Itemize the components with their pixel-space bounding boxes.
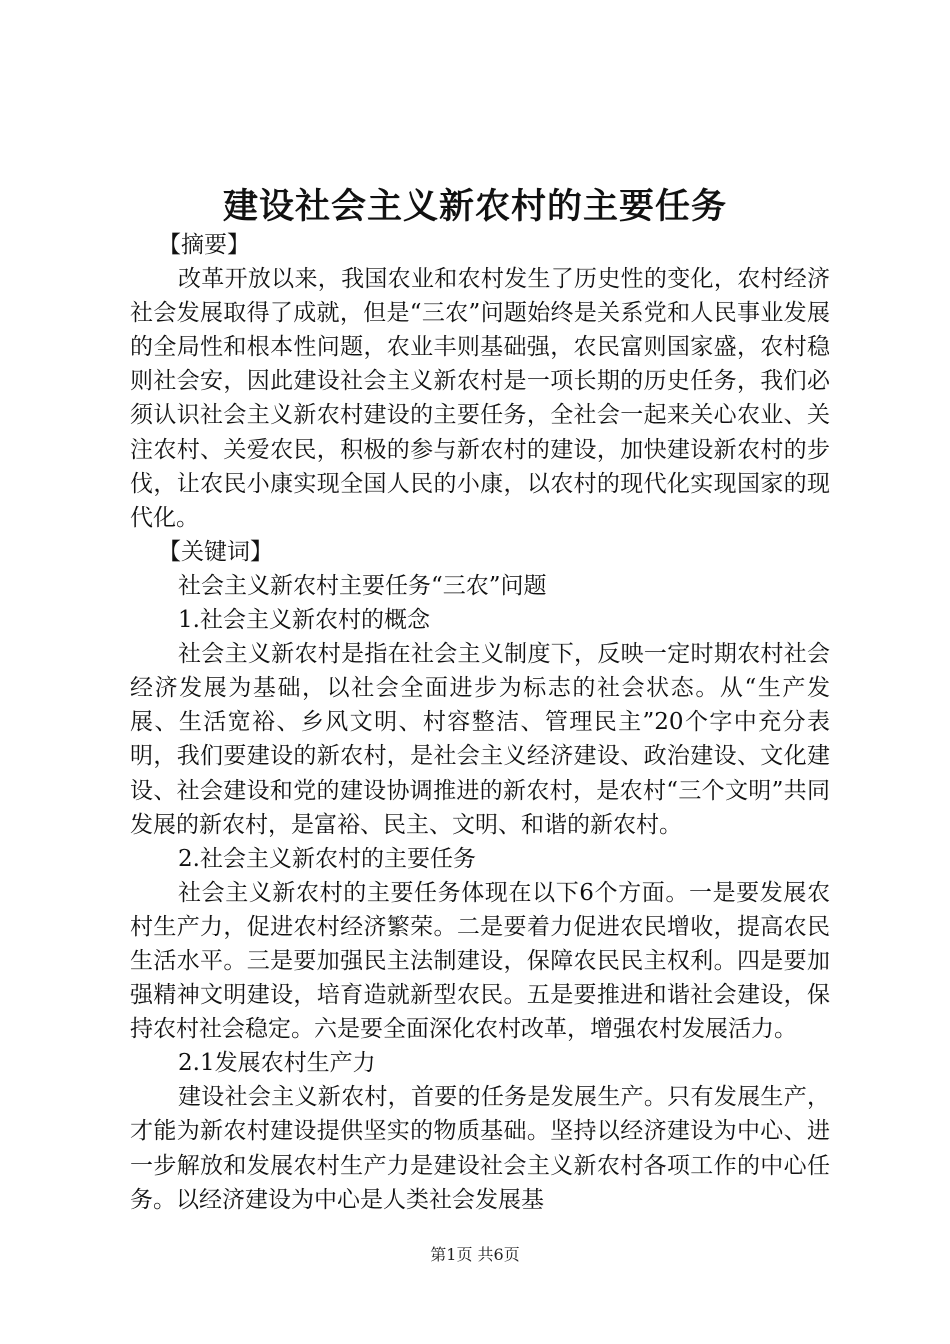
document-title: 建设社会主义新农村的主要任务 — [222, 186, 727, 227]
section-2-paragraph: 社会主义新农村的主要任务体现在以下6个方面。一是要发展农村生产力，促进农村经济繁荣。二是要着力促进农民增收，提高农民生活水平。三是要加强民主法制建设，保障农民民主权利。四是要加强精神文明建设，培育造就新型农民。五是要推进和谐社会建设，保持农村社会稳定。六是要全面深化农村改革，增强农村发展活力。 — [130, 879, 830, 1043]
section-2-1-paragraph: 建设社会主义新农村，首要的任务是发展生产。只有发展生产，才能为新农村建设提供坚实的物质基础。坚持以经济建设为中心、进一步解放和发展农村生产力是建设社会主义新农村各项工作的中心任务。以经济建设为中心是人类社会发展基 — [130, 1084, 830, 1213]
section-2-heading: 2.社会主义新农村的主要任务 — [178, 845, 476, 872]
keywords-label: 【关键词】 — [158, 538, 273, 565]
section-1-paragraph: 社会主义新农村是指在社会主义制度下，反映一定时期农村社会经济发展为基础，以社会全面进步为标志的社会状态。从“生产发展、生活宽裕、乡风文明、村容整洁、管理民主”20个字中充分表明，我们要建设的新农村，是社会主义经济建设、政治建设、文化建设、社会建设和党的建设协调推进的新农村，是农村“三个文明”共同发展的新农村，是富裕、民主、文明、和谐的新农村。 — [130, 641, 830, 838]
section-2-1-heading: 2.1发展农村生产力 — [178, 1050, 376, 1077]
keywords-paragraph: 社会主义新农村主要任务“三农”问题 — [178, 572, 547, 599]
document-body — [130, 228, 830, 1217]
section-1-heading: 1.社会主义新农村的概念 — [178, 607, 430, 634]
abstract-label: 【摘要】 — [158, 232, 250, 258]
page-footer: 第1页 共6页 — [430, 1245, 520, 1264]
abstract-paragraph: 改革开放以来，我国农业和农村发生了历史性的变化，农村经济社会发展取得了成就，但是“三农”问题始终是关系党和人民事业发展的全局性和根本性问题，农业丰则基础强，农民富则国家盛，农村稳则社会安，因此建设社会主义新农村是一项长期的历史任务，我们必须认识社会主义新农村建设的主要任务，全社会一起来关心农业、关注农村、关爱农民，积极的参与新农村的建设，加快建设新农村的步伐，让农民小康实现全国人民的小康，以农村的现代化实现国家的现代化。 — [130, 266, 830, 531]
